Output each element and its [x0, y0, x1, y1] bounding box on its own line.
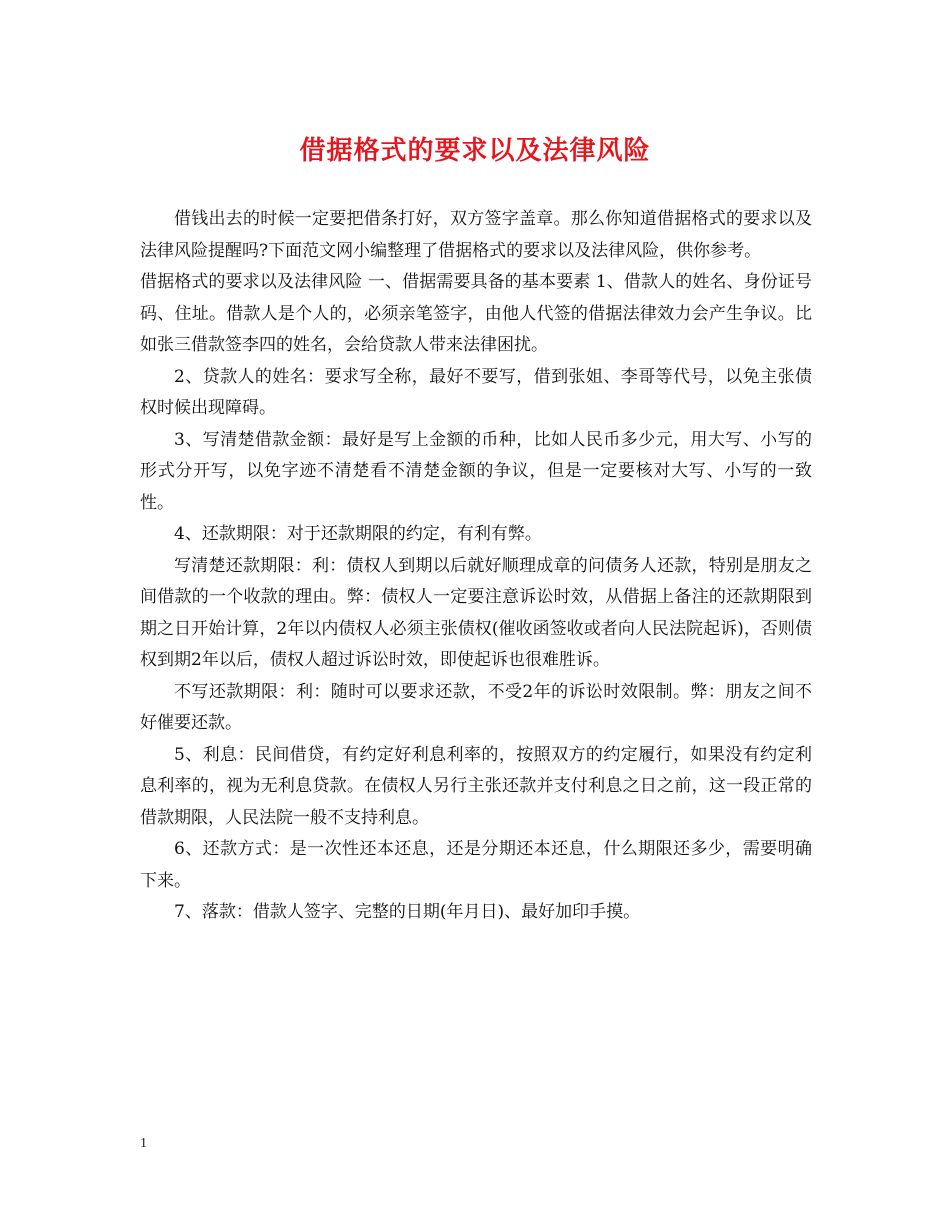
paragraph-signature: 7、落款：借款人签字、完整的日期(年月日)、最好加印手摸。 — [174, 902, 641, 922]
paragraph-term-written: 写清楚还款期限：利：债权人到期以后就好顺理成章的问债务人还款，特别是朋友之间借款的一个收款的理由。弊：债权人一定要注意诉讼时效，从借据上备注的还款期限到期之日开始计算，2年以内债权人必须主张债权(催收函签收或者向人民法院起诉)，否则债权到期2年以后，债权人超过诉讼时效，即使起诉也很难胜诉。 — [140, 555, 812, 670]
paragraph-loan-amount: 3、写清楚借款金额：最好是写上金额的币种，比如人民币多少元，用大写、小写的形式分开写，以免字迹不清楚看不清楚金额的争议，但是一定要核对大写、小写的一致性。 — [140, 429, 812, 513]
page-title: 借据格式的要求以及法律风险 — [299, 136, 651, 166]
document-body — [140, 204, 812, 929]
paragraph-intro: 借钱出去的时候一定要把借条打好，双方签字盖章。那么你知道借据格式的要求以及法律风险提醒吗?下面范文网小编整理了借据格式的要求以及法律风险，供你参考。 — [140, 209, 812, 261]
paragraph-repayment-method: 6、还款方式：是一次性还本还息，还是分期还本还息，什么期限还多少，需要明确下来。 — [140, 839, 812, 891]
paragraph-term-unwritten: 不写还款期限：利：随时可以要求还款，不受2年的诉讼时效限制。弊：朋友之间不好催要还款。 — [140, 681, 812, 733]
paragraph-interest: 5、利息：民间借贷，有约定好利息利率的，按照双方的约定履行，如果没有约定利息利率的，视为无利息贷款。在债权人另行主张还款并支付利息之日之前，这一段正常的借款期限，人民法院一般不支持利息。 — [140, 744, 812, 828]
paragraph-repayment-term: 4、还款期限：对于还款期限的约定，有利有弊。 — [174, 524, 542, 544]
paragraph-lender-name: 2、贷款人的姓名：要求写全称，最好不要写，借到张姐、李哥等代号，以免主张债权时候出现障碍。 — [140, 366, 812, 418]
paragraph-basic-elements: 借据格式的要求以及法律风险 一、借据需要具备的基本要素 1、借款人的姓名、身份证号码、住址。借款人是个人的，必须亲笔签字，由他人代签的借据法律效力会产生争议。比如张三借款签李四的姓名，会给贷款人带来法律困扰。 — [140, 272, 812, 355]
page-number: 1 — [140, 1136, 147, 1151]
